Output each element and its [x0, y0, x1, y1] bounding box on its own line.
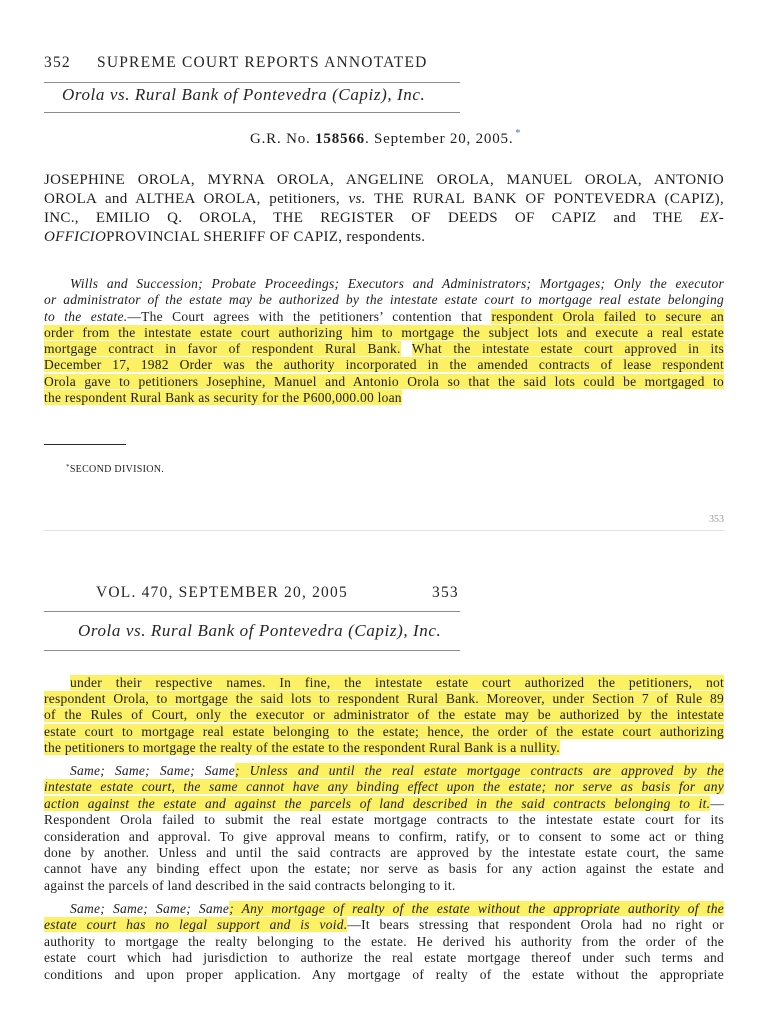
text-segment: OROLA and ALTHEA OROLA, petitioners,: [44, 191, 349, 207]
footnote-marker-link[interactable]: *: [515, 128, 521, 139]
text-line: [44, 878, 724, 894]
text-line: [44, 276, 724, 292]
header-rule: [44, 82, 460, 83]
text-line: [44, 675, 724, 691]
case-reference: [250, 129, 520, 149]
running-title: Orola vs. Rural Bank of Pontevedra (Capiz), Inc.: [78, 621, 442, 640]
page-separator-label: 353: [709, 514, 724, 525]
text-line: [44, 390, 724, 406]
highlighted-text: action against the estate and against the parcels of land described in the said contracts belonging to it.: [44, 795, 711, 811]
footnote-mark: *: [66, 463, 70, 471]
text-segment: —: [710, 795, 724, 811]
text-segment: or administrator of the estate may be authorized by the intestate estate court to mortgage real estate belonging: [44, 292, 724, 308]
highlighted-text: the respondent Rural Bank as security for the P600,000.00 loan: [44, 390, 402, 406]
text-line: [44, 357, 724, 373]
text-segment: Same; Same; Same; Same: [70, 901, 230, 916]
text-segment: estate court which had jurisdiction to authorize the real estate mortgage thereof under such terms and: [44, 950, 724, 966]
header-rule: [44, 112, 460, 113]
text-segment: OFFICIO: [44, 229, 107, 245]
text-segment: Wills and Succession; Probate Proceedings; Executors and Administrators; Mortgages; Only the executor: [70, 276, 724, 291]
text-line: [44, 691, 724, 707]
reporter-title: SUPREME COURT REPORTS ANNOTATED: [97, 54, 428, 71]
text-line: [44, 779, 724, 795]
decision-date: . September 20, 2005.: [364, 131, 514, 147]
text-segment: —It bears stressing that respondent Orola had no right or: [347, 917, 724, 933]
text-line: [44, 796, 724, 812]
highlighted-text: mortgage contract in favor of respondent Rural Bank.: [44, 341, 401, 357]
text-line: [44, 812, 724, 828]
text-line: [44, 309, 724, 325]
text-segment: cannot have any binding effect upon the estate; nor serve as basis for any action against the estate and: [44, 861, 724, 877]
highlighted-text: order from the intestate estate court authorizing him to mortgage the subject lots and execute a real estate: [44, 324, 724, 340]
running-title: Orola vs. Rural Bank of Pontevedra (Capiz), Inc.: [62, 85, 426, 104]
text-line: [44, 209, 724, 228]
text-segment: THE RURAL BANK OF PONTEVEDRA (CAPIZ),: [365, 191, 725, 207]
highlighted-text: under their respective names. In fine, the intestate estate court authorized the petitioners, not: [70, 675, 724, 690]
page-separator: [44, 530, 724, 531]
text-line: [44, 917, 724, 933]
highlighted-text: ; Any mortgage of realty of the estate without the appropriate authority of the: [229, 901, 725, 916]
highlighted-text: the petitioners to mortgage the realty of the estate to the respondent Rural Bank is a nullity.: [44, 739, 560, 755]
text-segment: INC., EMILIO Q. OROLA, THE REGISTER OF DEEDS OF CAPIZ and THE: [44, 210, 700, 226]
highlighted-text: respondent Orola failed to secure an: [491, 308, 725, 324]
text-line: [44, 845, 724, 861]
text-segment: Same; Same; Same; Same: [70, 763, 235, 778]
text-line: [44, 341, 724, 357]
highlighted-text: Orola gave to petitioners Josephine, Manuel and Antonio Orola so that the said lots could be mortgaged to: [44, 373, 724, 389]
text-line: [44, 374, 724, 390]
text-segment: against the parcels of land described in the said contracts belonging to it.: [44, 877, 456, 893]
highlighted-text: intestate estate court, the same cannot have any binding effect upon the estate; nor serve as basis for any: [44, 779, 724, 795]
text-line: [44, 171, 724, 190]
text-line: [44, 228, 724, 247]
text-segment: done by another. Unless and until the said contracts are approved by the intestate estate court, the same: [44, 845, 724, 861]
text-line: [44, 190, 724, 209]
text-line: [44, 707, 724, 723]
page-number: 353: [432, 584, 459, 601]
body-paragraph: [44, 901, 724, 983]
text-line: [44, 950, 724, 966]
highlighted-text: estate court has no legal support and is void.: [44, 917, 348, 933]
header-rule: [44, 611, 460, 612]
text-segment: vs.: [348, 191, 366, 207]
footnote-text: SECOND DIVISION.: [69, 464, 165, 475]
text-line: [44, 325, 724, 341]
text-line: [44, 901, 724, 917]
highlighted-text: ; Unless and until the real estate mortgage contracts are approved by the: [234, 763, 725, 778]
text-segment: conditions and upon proper application. Any mortgage of realty of the estate without the appropriate: [44, 966, 724, 982]
text-segment: EX-: [699, 210, 724, 226]
text-line: [44, 763, 724, 779]
footnote-rule: [44, 444, 126, 445]
text-line: [44, 861, 724, 877]
volume-line: VOL. 470, SEPTEMBER 20, 2005: [96, 584, 348, 601]
highlighted-text: respondent Orola, to mortgage the said lots to respondent Rural Bank. Moreover, under Section 7 of Rule 89: [44, 691, 724, 707]
text-segment: to the estate.: [44, 308, 128, 324]
footnote: [66, 463, 164, 477]
case-number: 158566: [315, 131, 365, 147]
text-line: [44, 292, 724, 308]
text-segment: Respondent Orola failed to submit the real estate mortgage contracts to the intestate estate court for its: [44, 812, 724, 828]
text-line: [44, 829, 724, 845]
body-paragraph: [44, 763, 724, 894]
text-line: [44, 724, 724, 740]
body-paragraph: [44, 675, 724, 756]
highlighted-text: of the Rules of Court, only the executor or administrator of the estate may be authorized by the intestate: [44, 707, 724, 723]
case-number-prefix: G.R. No.: [250, 131, 316, 147]
header-rule: [44, 650, 460, 651]
highlighted-text: What the intestate estate court approved in its: [411, 341, 724, 357]
text-line: [44, 740, 724, 756]
text-segment: PROVINCIAL SHERIFF OF CAPIZ, respondents.: [106, 229, 426, 245]
highlighted-text: December 17, 1982 Order was the authority incorporated in the amended contracts of lease respondent: [44, 357, 724, 373]
text-line: [44, 934, 724, 950]
syllabus-paragraph: [44, 276, 724, 406]
text-line: [44, 967, 724, 983]
page-number: 352: [44, 54, 71, 71]
text-segment: consideration and approval. To give approval means to confirm, ratify, or to consent to some act or thing: [44, 828, 724, 844]
text-segment: authority to mortgage the realty belonging to the estate. He derived his authority from the order of the: [44, 933, 724, 949]
case-parties: [44, 171, 724, 247]
text-segment: —The Court agrees with the petitioners’ contention that: [127, 308, 492, 324]
text-segment: JOSEPHINE OROLA, MYRNA OROLA, ANGELINE OROLA, MANUEL OROLA, ANTONIO: [44, 172, 724, 188]
highlighted-text: estate court to mortgage real estate belonging to the estate; hence, the order of the estate court authorizing: [44, 723, 724, 739]
